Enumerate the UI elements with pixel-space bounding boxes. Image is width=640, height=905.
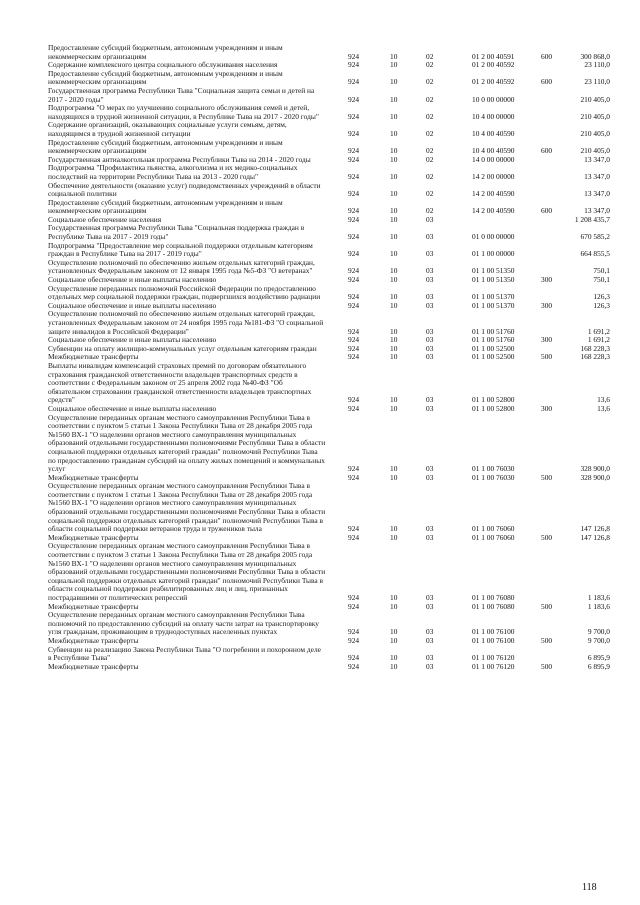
- section-code: 10: [390, 171, 398, 181]
- row-description: Государственная антиалкогольная программа Республики Тыва на 2014 - 2020 годы: [48, 154, 311, 164]
- section-code: 10: [390, 128, 398, 138]
- row-description: Субвенции на оплату жилищно-коммунальных услуг отдельным категориям граждан: [48, 343, 317, 353]
- subsection-code: 03: [426, 653, 434, 663]
- row-description: Выплаты инвалидам компенсаций страховых премий по договорам обязательного страхования гражданской ответственности владельцев транспортных средств в соответствии с Федеральным законом от 25 апреля 2002 года №40-ФЗ "Об обязательном страховании гражданской ответственности владельцев транспортных средств": [48, 360, 312, 405]
- expense-type-code: 300: [541, 275, 553, 285]
- amount: 300 868,0: [580, 51, 610, 61]
- target-article-code: 01 2 00 40591: [472, 51, 515, 61]
- target-article-code: 10 0 00 00000: [472, 94, 515, 104]
- row-description: Обеспечение деятельности (оказание услуг) подведомственных учреждений в области социальной политики: [48, 180, 321, 199]
- target-article-code: 01 1 00 76080: [472, 601, 515, 611]
- amount: 13 347,0: [584, 154, 610, 164]
- table-row: [48, 611, 610, 637]
- row-description: Осуществление полномочий по обеспечению жильем отдельных категорий граждан, установленных Федеральным законом от 24 ноября 1995 года №181-ФЗ "О социальной защите инвалидов в Российской Федерации": [48, 309, 324, 336]
- department-code: 924: [348, 146, 360, 156]
- expense-type-code: 500: [541, 532, 553, 542]
- subsection-code: 03: [426, 661, 434, 671]
- table-row: [48, 182, 610, 199]
- expense-type-code: 300: [541, 300, 553, 310]
- section-code: 10: [390, 335, 398, 345]
- amount: 1 691,2: [587, 326, 610, 336]
- expense-type-code: 300: [541, 403, 553, 413]
- budget-table: [48, 44, 610, 671]
- target-article-code: 01 1 00 76030: [472, 464, 515, 474]
- department-code: 924: [348, 189, 360, 199]
- target-article-code: 01 1 00 76080: [472, 593, 515, 602]
- department-code: 924: [348, 593, 360, 602]
- subsection-code: 02: [426, 189, 434, 199]
- target-article-code: 01 1 00 76120: [472, 653, 515, 663]
- department-code: 924: [348, 275, 360, 285]
- amount: 6 895,9: [587, 661, 610, 671]
- section-code: 10: [390, 661, 398, 671]
- row-description: Социальное обеспечение и иные выплаты населению: [48, 300, 217, 310]
- subsection-code: 03: [426, 472, 434, 482]
- subsection-code: 02: [426, 51, 434, 61]
- subsection-code: 03: [426, 232, 434, 242]
- row-description: Предоставление субсидий бюджетным, автономным учреждениям и иным некоммерческим организациям: [48, 197, 283, 216]
- amount: 328 900,0: [580, 472, 610, 482]
- target-article-code: 01 1 00 76100: [472, 635, 515, 645]
- section-code: 10: [390, 266, 398, 276]
- target-article-code: 01 1 00 51760: [472, 326, 515, 336]
- section-code: 10: [390, 395, 398, 405]
- amount: 1 183,6: [587, 593, 610, 602]
- amount: 1 183,6: [587, 601, 610, 611]
- target-article-code: 14 0 00 00000: [472, 154, 515, 164]
- expense-type-code: 600: [541, 146, 553, 156]
- subsection-code: 03: [426, 403, 434, 413]
- row-description: Межбюджетные трансферты: [48, 472, 139, 482]
- subsection-code: 03: [426, 532, 434, 542]
- table-row: [48, 224, 610, 241]
- department-code: 924: [348, 653, 360, 663]
- section-code: 10: [390, 51, 398, 61]
- section-code: 10: [390, 249, 398, 259]
- section-code: 10: [390, 189, 398, 199]
- target-article-code: 01 1 00 52500: [472, 352, 515, 362]
- department-code: 924: [348, 524, 360, 534]
- row-description: Предоставление субсидий бюджетным, автономным учреждениям и иным некоммерческим организациям: [48, 68, 283, 87]
- amount: 168 228,3: [580, 343, 610, 353]
- section-code: 10: [390, 214, 398, 224]
- section-code: 10: [390, 343, 398, 353]
- row-description: Осуществление переданных полномочий Российской Федерации по предоставлению отдельных мер социальной поддержки граждан, подвергшихся воздействию радиации: [48, 283, 321, 302]
- expense-type-code: 600: [541, 51, 553, 61]
- row-description: Подпрограмма "О мерах по улучшению социального обслуживания семей и детей, находящихся в трудной жизненной ситуации, в Республике Тыва на 2017 - 2020 годы": [48, 103, 319, 121]
- section-code: 10: [390, 635, 398, 645]
- section-code: 10: [390, 627, 398, 637]
- target-article-code: 14 2 00 40590: [472, 206, 515, 216]
- row-description: Государственная программа Республики Тыва "Социальная защита семьи и детей на 2017 - 2020 годы": [48, 85, 315, 104]
- department-code: 924: [348, 249, 360, 259]
- section-code: 10: [390, 403, 398, 413]
- department-code: 924: [348, 94, 360, 104]
- row-description: Осуществление переданных органам местного самоуправления Республики Тыва в соответствии с пунктом 3 статьи 1 Закона Республики Тыва от 28 декабря 2005 года №1560 ВХ-1 "О наделении органов местного самоуправления муниципальных образований отдельными государственными полномочиями Республики Тыва в области социальной поддержки отдельных категорий граждан" полномочий Республики Тыва в области социальной поддержки реабилитированных лиц и лиц, признанных пострадавшими от политических репрессий: [48, 541, 326, 602]
- subsection-code: 03: [426, 601, 434, 611]
- section-code: 10: [390, 524, 398, 534]
- section-code: 10: [390, 464, 398, 474]
- row-description: Предоставление субсидий бюджетным, автономным учреждениям и иным некоммерческим организациям: [48, 137, 283, 156]
- subsection-code: 03: [426, 214, 434, 224]
- table-row: [48, 242, 610, 259]
- expense-type-code: 600: [541, 206, 553, 216]
- subsection-code: 02: [426, 128, 434, 138]
- row-description: Межбюджетные трансферты: [48, 661, 139, 671]
- department-code: 924: [348, 326, 360, 336]
- department-code: 924: [348, 51, 360, 61]
- row-description: Осуществление переданных органам местного самоуправления Республики Тыва в соответствии с пунктом 5 статьи 1 Закона Республики Тыва от 28 декабря 2005 года №1560 ВХ-1 "О наделении органов местного самоуправления муниципальных образований отдельными государственными полномочиями Республики Тыва в области социальной поддержки отдельных категорий граждан" полномочий Республики Тыва по предоставлению гражданам субсидий на оплату жилых помещений и коммунальных услуг: [48, 412, 326, 474]
- section-code: 10: [390, 146, 398, 156]
- department-code: 924: [348, 111, 360, 121]
- subsection-code: 03: [426, 395, 434, 405]
- target-article-code: 10 4 00 40590: [472, 128, 515, 138]
- amount: 210 405,0: [580, 128, 610, 138]
- table-row: [48, 482, 610, 534]
- target-article-code: 01 2 00 40592: [472, 60, 515, 70]
- subsection-code: 03: [426, 524, 434, 534]
- expense-type-code: 500: [541, 472, 553, 482]
- subsection-code: 03: [426, 266, 434, 276]
- table-row: [48, 199, 610, 216]
- table-row: [48, 285, 610, 302]
- section-code: 10: [390, 275, 398, 285]
- row-description: Субвенции на реализацию Закона Республики Тыва "О погребении и похоронном деле в Республике Тыва": [48, 644, 321, 663]
- expense-type-code: 500: [541, 601, 553, 611]
- expense-type-code: 500: [541, 661, 553, 671]
- department-code: 924: [348, 395, 360, 405]
- amount: 9 700,0: [587, 635, 610, 645]
- table-row: [48, 70, 610, 87]
- target-article-code: 01 1 00 76100: [472, 627, 515, 637]
- expense-type-code: 500: [541, 352, 553, 362]
- subsection-code: 03: [426, 300, 434, 310]
- amount: 664 855,5: [580, 249, 610, 259]
- target-article-code: 10 4 00 40590: [472, 146, 515, 156]
- amount: 147 126,8: [580, 524, 610, 534]
- target-article-code: 01 1 00 51760: [472, 335, 515, 345]
- row-description: Социальное обеспечение и иные выплаты населению: [48, 403, 217, 413]
- expense-type-code: 600: [541, 77, 553, 87]
- department-code: 924: [348, 77, 360, 87]
- amount: 126,3: [593, 300, 610, 310]
- subsection-code: 03: [426, 335, 434, 345]
- target-article-code: 01 1 00 51370: [472, 292, 515, 302]
- department-code: 924: [348, 343, 360, 353]
- department-code: 924: [348, 292, 360, 302]
- row-description: Межбюджетные трансферты: [48, 352, 139, 362]
- amount: 6 895,9: [587, 653, 610, 663]
- subsection-code: 03: [426, 464, 434, 474]
- subsection-code: 02: [426, 171, 434, 181]
- section-code: 10: [390, 601, 398, 611]
- amount: 1 691,2: [587, 335, 610, 345]
- subsection-code: 03: [426, 275, 434, 285]
- subsection-code: 03: [426, 593, 434, 602]
- table-row: [48, 87, 610, 104]
- subsection-code: 02: [426, 94, 434, 104]
- amount: 210 405,0: [580, 94, 610, 104]
- row-description: Государственная программа Республики Тыва "Социальная поддержка граждан в Республике Тыва на 2017 - 2019 годы": [48, 223, 305, 242]
- department-code: 924: [348, 635, 360, 645]
- table-row: [48, 139, 610, 156]
- department-code: 924: [348, 335, 360, 345]
- target-article-code: 14 2 00 00000: [472, 171, 515, 181]
- subsection-code: 03: [426, 635, 434, 645]
- amount: 210 405,0: [580, 146, 610, 156]
- department-code: 924: [348, 128, 360, 138]
- row-description: Социальное обеспечение и иные выплаты населению: [48, 335, 217, 345]
- target-article-code: 01 1 00 76060: [472, 524, 515, 534]
- subsection-code: 02: [426, 146, 434, 156]
- table-row: [48, 121, 610, 138]
- subsection-code: 03: [426, 627, 434, 637]
- amount: 210 405,0: [580, 111, 610, 121]
- section-code: 10: [390, 532, 398, 542]
- table-row: [48, 44, 610, 61]
- amount: 23 110,0: [584, 60, 610, 70]
- row-description: Осуществление переданных органам местного самоуправления Республики Тыва полномочий по предоставлению субсидий на оплату части затрат на транспортировку угля гражданам, проживающим в труднодоступных населенных пунктах: [48, 610, 319, 637]
- amount: 126,3: [593, 292, 610, 302]
- table-row: [48, 310, 610, 336]
- amount: 13,6: [597, 403, 610, 413]
- subsection-code: 03: [426, 352, 434, 362]
- section-code: 10: [390, 653, 398, 663]
- department-code: 924: [348, 154, 360, 164]
- section-code: 10: [390, 94, 398, 104]
- target-article-code: 01 1 00 76060: [472, 532, 515, 542]
- subsection-code: 03: [426, 343, 434, 353]
- target-article-code: 01 1 00 51350: [472, 275, 515, 285]
- row-description: Межбюджетные трансферты: [48, 532, 139, 542]
- target-article-code: 10 4 00 00000: [472, 111, 515, 121]
- table-row: [48, 259, 610, 276]
- row-description: Подпрограмма "Предоставление мер социальной поддержки отдельным категориям граждан в Республике Тыва на 2017 - 2019 годы": [48, 240, 313, 259]
- row-description: Осуществление переданных органам местного самоуправления Республики Тыва в соответствии с пунктом 1 статьи 1 Закона Республики Тыва от 28 декабря 2005 года №1560 ВХ-1 "О наделении органов местного самоуправления муниципальных образований отдельными государственными полномочиями Республики Тыва в области социальной поддержки отдельных категорий граждан" полномочий Республики Тыва в области социальной поддержки ветеранов труда и тружеников тыла: [48, 481, 326, 534]
- section-code: 10: [390, 472, 398, 482]
- table-row: [48, 646, 610, 663]
- row-description: Предоставление субсидий бюджетным, автономным учреждениям и иным некоммерческим организациям: [48, 43, 283, 61]
- subsection-code: 02: [426, 60, 434, 70]
- target-article-code: 14 2 00 40590: [472, 189, 515, 199]
- department-code: 924: [348, 232, 360, 242]
- section-code: 10: [390, 232, 398, 242]
- section-code: 10: [390, 111, 398, 121]
- expense-type-code: 500: [541, 635, 553, 645]
- department-code: 924: [348, 661, 360, 671]
- subsection-code: 03: [426, 326, 434, 336]
- amount: 13 347,0: [584, 189, 610, 199]
- department-code: 924: [348, 472, 360, 482]
- row-description: Межбюджетные трансферты: [48, 635, 139, 645]
- table-row: [48, 542, 610, 602]
- amount: 168 228,3: [580, 352, 610, 362]
- section-code: 10: [390, 352, 398, 362]
- row-description: Социальное обеспечение населения: [48, 214, 162, 224]
- subsection-code: 02: [426, 154, 434, 164]
- amount: 1 208 435,7: [574, 214, 610, 224]
- department-code: 924: [348, 171, 360, 181]
- row-description: Социальное обеспечение и иные выплаты населению: [48, 275, 217, 285]
- table-row: [48, 414, 610, 474]
- target-article-code: 01 1 00 51350: [472, 266, 515, 276]
- amount: 147 126,8: [580, 532, 610, 542]
- section-code: 10: [390, 60, 398, 70]
- target-article-code: 01 1 00 52500: [472, 343, 515, 353]
- target-article-code: 01 0 00 00000: [472, 232, 515, 242]
- section-code: 10: [390, 593, 398, 602]
- amount: 670 585,2: [580, 232, 610, 242]
- subsection-code: 02: [426, 111, 434, 121]
- department-code: 924: [348, 266, 360, 276]
- table-row: [48, 104, 610, 121]
- amount: 13 347,0: [584, 206, 610, 216]
- row-description: Осуществление полномочий по обеспечению жильем отдельных категорий граждан, установленных Федеральным законом от 12 января 1995 года №5-ФЗ "О ветеранах": [48, 257, 315, 276]
- subsection-code: 03: [426, 292, 434, 302]
- target-article-code: 01 1 00 51370: [472, 300, 515, 310]
- subsection-code: 02: [426, 206, 434, 216]
- section-code: 10: [390, 154, 398, 164]
- amount: 750,1: [593, 266, 610, 276]
- target-article-code: 01 1 00 52800: [472, 395, 515, 405]
- department-code: 924: [348, 601, 360, 611]
- row-description: Содержание комплексного центра социального обслуживания населения: [48, 60, 278, 70]
- expense-type-code: 300: [541, 335, 553, 345]
- page-number: 118: [582, 882, 597, 893]
- section-code: 10: [390, 300, 398, 310]
- department-code: 924: [348, 403, 360, 413]
- department-code: 924: [348, 300, 360, 310]
- department-code: 924: [348, 60, 360, 70]
- subsection-code: 03: [426, 249, 434, 259]
- department-code: 924: [348, 352, 360, 362]
- table-row: [48, 362, 610, 405]
- row-description: Содержание организаций, оказывающих социальные услуги семьям, детям, находящимся в трудной жизненной ситуации: [48, 120, 287, 138]
- section-code: 10: [390, 292, 398, 302]
- section-code: 10: [390, 206, 398, 216]
- target-article-code: 01 1 00 52800: [472, 403, 515, 413]
- section-code: 10: [390, 326, 398, 336]
- amount: 23 110,0: [584, 77, 610, 87]
- department-code: 924: [348, 206, 360, 216]
- table-row: [48, 164, 610, 181]
- department-code: 924: [348, 532, 360, 542]
- table-row: [48, 663, 610, 672]
- amount: 13 347,0: [584, 171, 610, 181]
- target-article-code: 01 1 00 00000: [472, 249, 515, 259]
- target-article-code: 01 2 00 40592: [472, 77, 515, 87]
- amount: 328 900,0: [580, 464, 610, 474]
- department-code: 924: [348, 464, 360, 474]
- target-article-code: 01 1 00 76120: [472, 661, 515, 671]
- section-code: 10: [390, 77, 398, 87]
- department-code: 924: [348, 214, 360, 224]
- department-code: 924: [348, 627, 360, 637]
- subsection-code: 02: [426, 77, 434, 87]
- row-description: Межбюджетные трансферты: [48, 601, 139, 611]
- target-article-code: 01 1 00 76030: [472, 472, 515, 482]
- amount: 9 700,0: [587, 627, 610, 637]
- amount: 13,6: [597, 395, 610, 405]
- row-description: Подпрограмма "Профилактика пьянства, алкоголизма и их медико-социальных последствий на территории Республики Тыва на 2013 - 2020 годы": [48, 163, 298, 181]
- amount: 750,1: [593, 275, 610, 285]
